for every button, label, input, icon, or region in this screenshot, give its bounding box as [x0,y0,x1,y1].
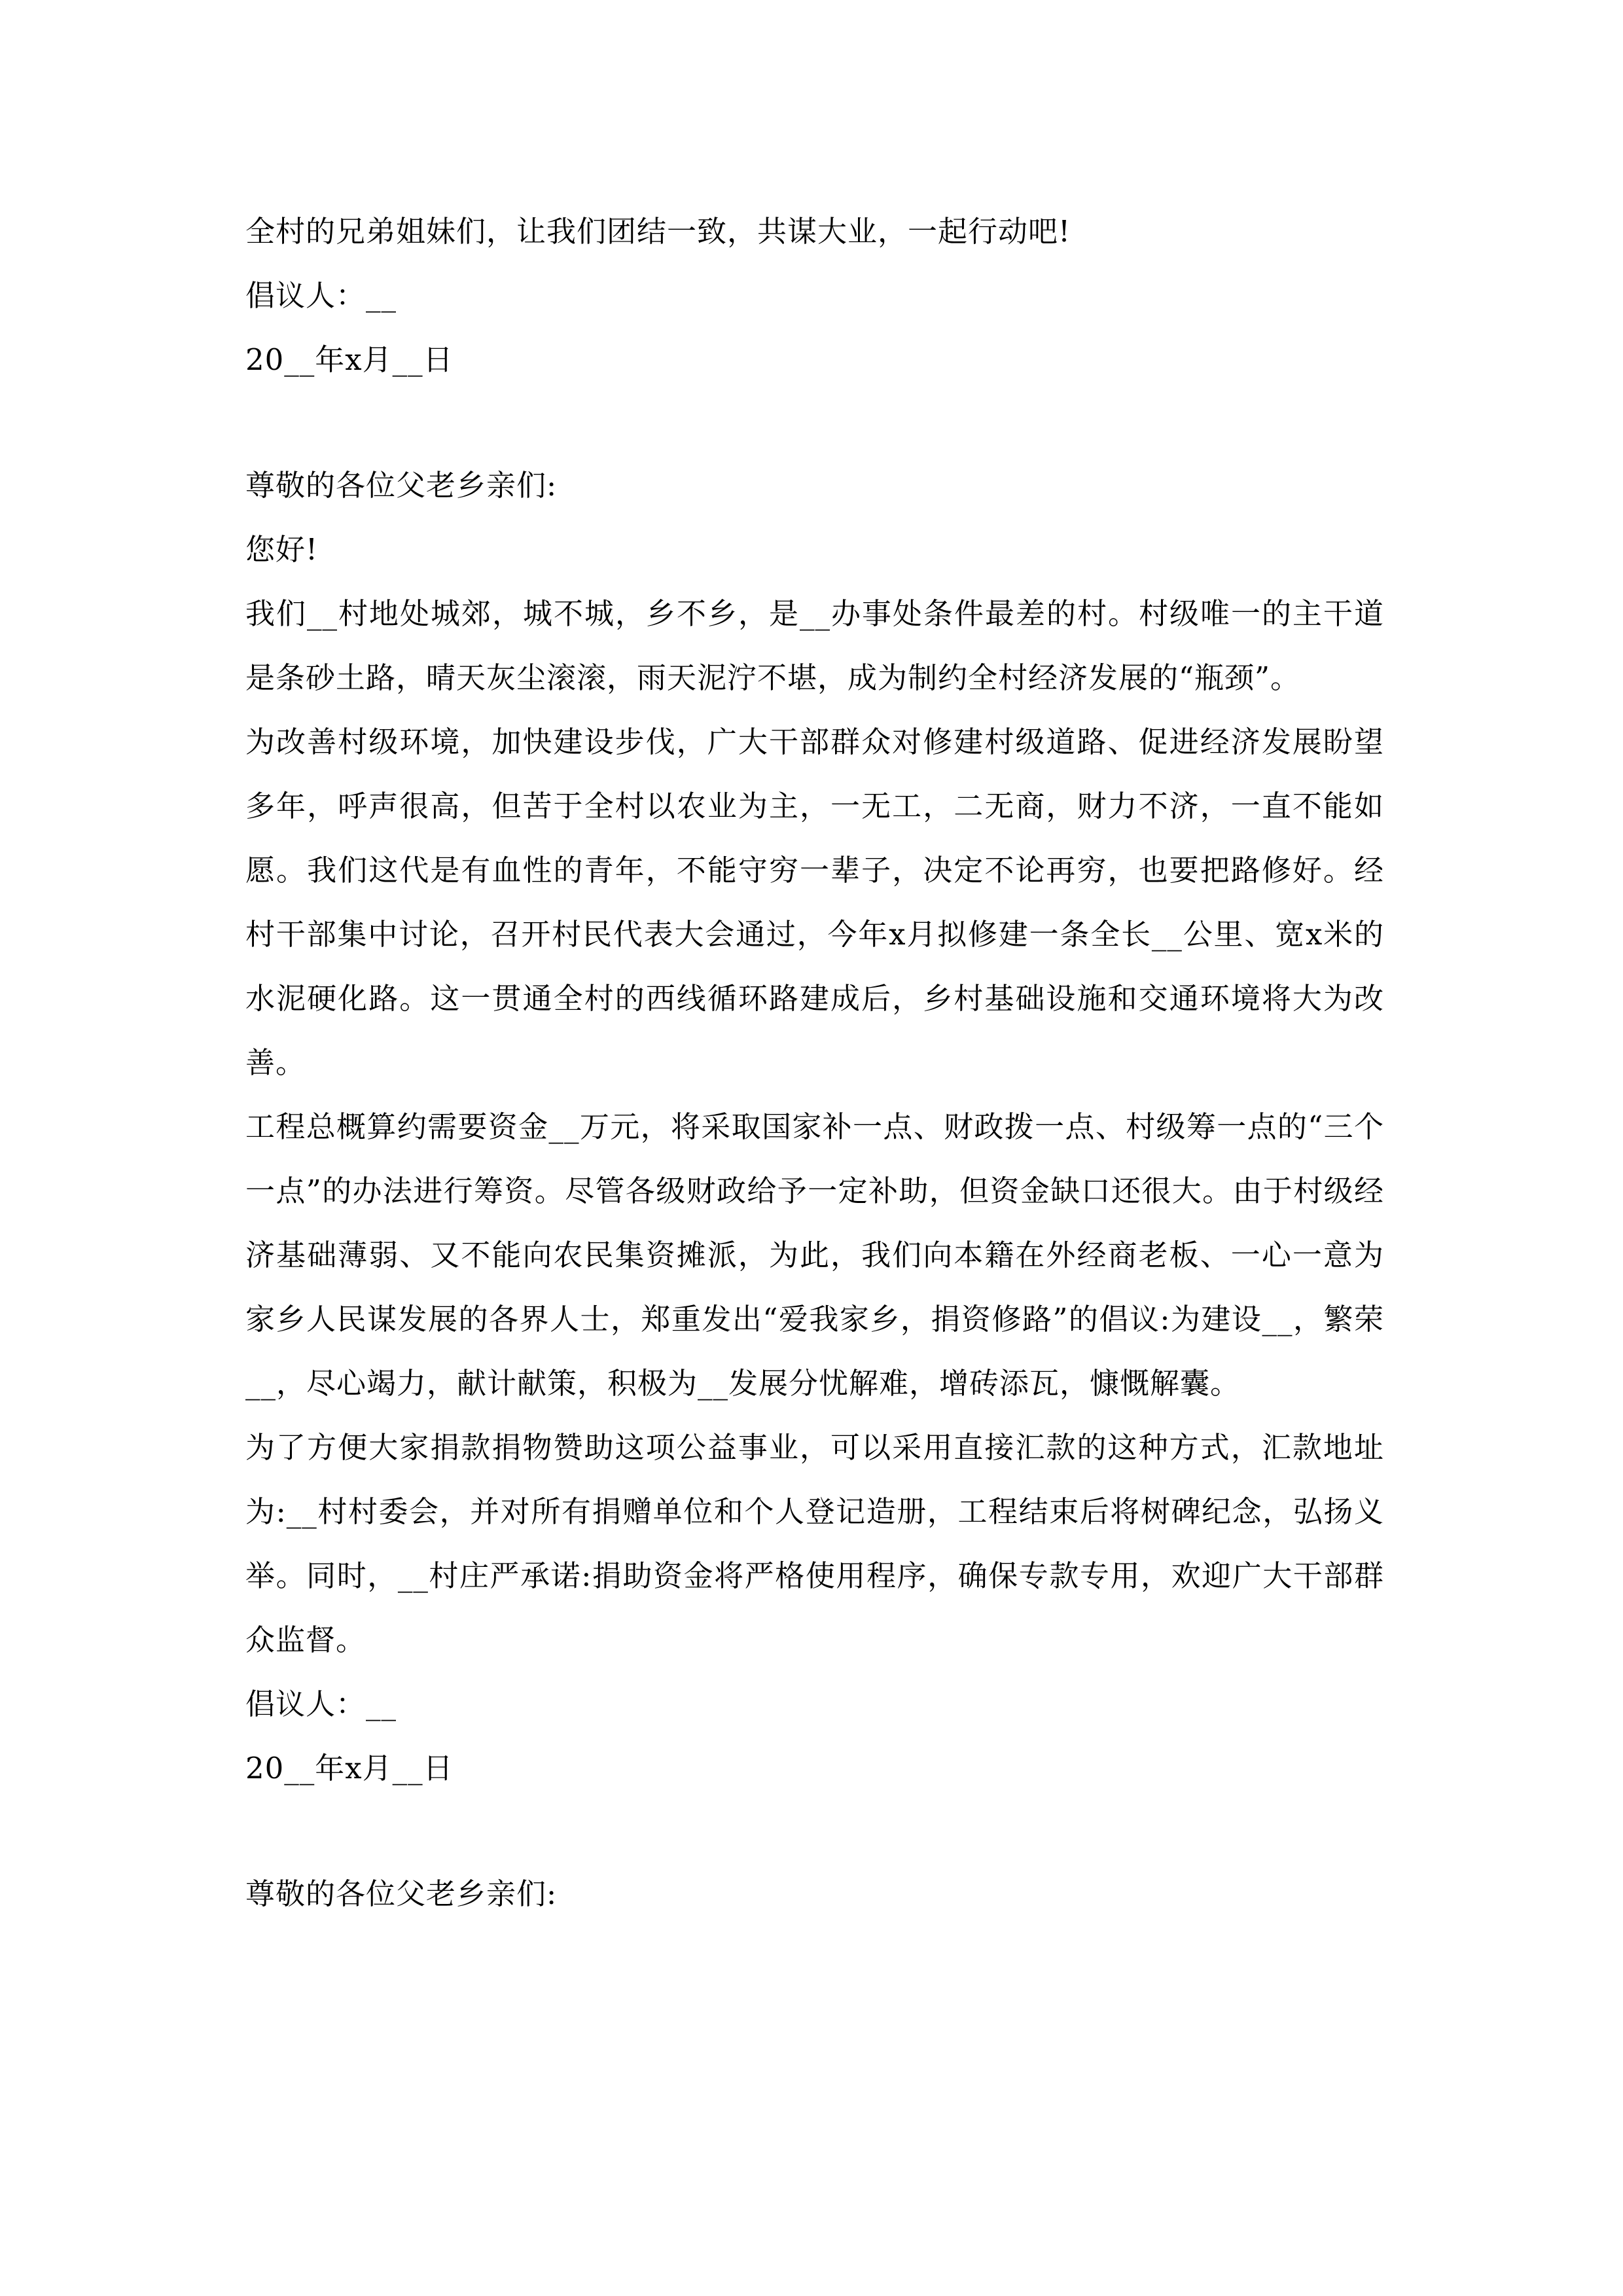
salutation: 尊敬的各位父老乡亲们: [245,468,558,503]
salutation: 尊敬的各位父老乡亲们: [245,1876,558,1911]
greeting: 您好! [245,532,319,567]
section-gap [245,1801,1384,1862]
date-line: 20__年x月__日 [245,1751,454,1785]
signer-line: 倡议人：__ [245,278,397,313]
section-gap [245,392,1384,454]
paragraph-situation: 我们__村地处城郊，城不城，乡不乡，是__办事处条件最差的村。村级唯一的主干道是条砂土路，晴天灰尘滚滚，雨天泥泞不堪，成为制约全村经济发展的“瓶颈”。 [245,596,1384,695]
date-line: 20__年x月__日 [245,342,454,377]
paragraph-donation: 为了方便大家捐款捐物赞助这项公益事业，可以采用直接汇款的这种方式，汇款地址为:__村村委会，并对所有捐赠单位和个人登记造册，工程结束后将树碑纪念，弘扬义举。同时，__村庄严承诺:捐助资金将严格使用程序，确保专款专用，欢迎广大干部群众监督。 [245,1430,1384,1657]
paragraph-funding: 工程总概算约需要资金__万元，将采取国家补一点、财政拨一点、村级筹一点的“三个一点”的办法进行筹资。尽管各级财政给予一定补助，但资金缺口还很大。由于村级经济基础薄弱、又不能向农民集资摊派，为此，我们向本籍在外经商老板、一心一意为家乡人民谋发展的各界人士，郑重发出“爱我家乡，捐资修路”的倡议:为建设__，繁荣__，尽心竭力，献计献策，积极为__发展分忧解难，增砖添瓦，慷慨解囊。 [245,1109,1384,1401]
paragraph-plan: 为改善村级环境，加快建设步伐，广大干部群众对修建村级道路、促进经济发展盼望多年，呼声很高，但苦于全村以农业为主，一无工，二无商，财力不济，一直不能如愿。我们这代是有血性的青年，不能守穷一辈子，决定不论再穷，也要把路修好。经村干部集中讨论，召开村民代表大会通过，今年x月拟修建一条全长__公里、宽x米的水泥硬化路。这一贯通全村的西线循环路建成后，乡村基础设施和交通环境将大为改善。 [245,725,1384,1080]
closing-line: 全村的兄弟姐妹们，让我们团结一致，共谋大业，一起行动吧! [245,214,1071,249]
document-page [245,200,1384,1926]
signer-line: 倡议人：__ [245,1687,397,1721]
